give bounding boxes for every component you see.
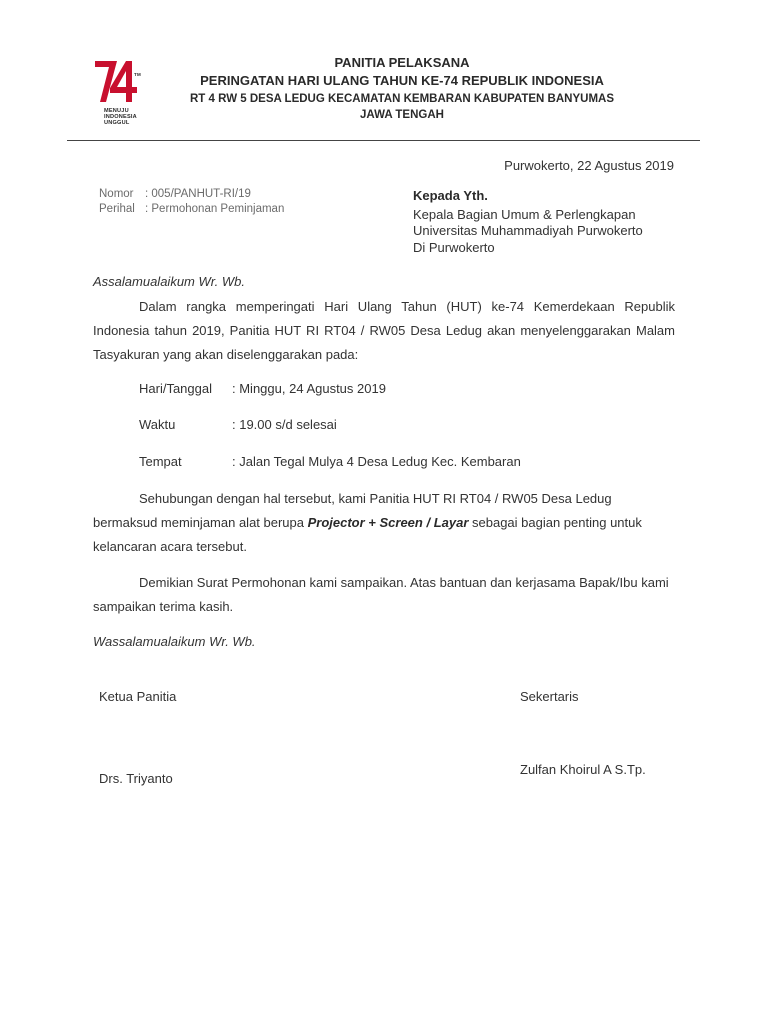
detail-value: : Jalan Tegal Mulya 4 Desa Ledug Kec. Kembaran [232, 454, 521, 469]
paragraph-closing [93, 571, 675, 619]
recipient-line-2: Universitas Muhammadiyah Purwokerto [413, 223, 643, 238]
recipient-line-3: Di Purwokerto [413, 240, 495, 255]
logo-tagline-3: UNGGUL [104, 120, 130, 126]
recipient-heading: Kepada Yth. [413, 188, 488, 203]
signature-right-title: Sekertaris [520, 689, 579, 704]
detail-label: Tempat [139, 454, 182, 469]
signature-left-name: Drs. Triyanto [99, 771, 173, 786]
signature-right-name: Zulfan Khoirul A S.Tp. [520, 762, 646, 777]
signature-left-title: Ketua Panitia [99, 689, 177, 704]
paragraph-request-tail: sebagai bagian penting untuk kelancaran acara tersebut. [93, 515, 642, 554]
detail-value: : Minggu, 24 Agustus 2019 [232, 381, 386, 396]
recipient-line-1: Kepala Bagian Umum & Perlengkapan [413, 207, 636, 222]
header-province: JAWA TENGAH [360, 109, 444, 121]
paragraph-request [93, 487, 675, 559]
header-event: PERINGATAN HARI ULANG TAHUN KE-74 REPUBLIK INDONESIA [200, 73, 604, 88]
detail-row [139, 454, 521, 469]
header-divider [67, 140, 700, 141]
logo-tagline-2: INDONESIA [104, 114, 137, 120]
closing-salutation: Wassalamualaikum Wr. Wb. [93, 634, 256, 649]
nomor-label: Nomor [99, 188, 134, 200]
header-location: RT 4 RW 5 DESA LEDUG KECAMATAN KEMBARAN KABUPATEN BANYUMAS [189, 93, 614, 105]
paragraph-request-text: Sehubungan dengan hal tersebut, kami Panitia HUT RI RT04 / RW05 Desa Ledug bermaksud meminjaman alat berupa [93, 491, 612, 530]
letter-date: Purwokerto, 22 Agustus 2019 [504, 158, 674, 173]
detail-label: Hari/Tanggal [139, 381, 212, 396]
hut-74-logo-icon [92, 58, 150, 104]
logo-tagline-1: MENUJU [104, 108, 129, 114]
logo-tm: TM [134, 72, 141, 77]
nomor-value: : 005/PANHUT-RI/19 [145, 188, 251, 200]
requested-equipment: Projector + Screen / Layar [307, 515, 469, 530]
header-committee: PANITIA PELAKSANA [334, 55, 470, 70]
perihal-label: Perihal [99, 203, 135, 215]
detail-row [139, 417, 337, 432]
paragraph-closing-text: Demikian Surat Permohonan kami sampaikan. Atas bantuan dan kerjasama Bapak/Ibu kami sampaikan terima kasih. [93, 575, 669, 614]
letter-subject [99, 203, 284, 215]
detail-label: Waktu [139, 417, 176, 432]
hut-ri-74-logo [92, 58, 150, 128]
detail-row [139, 381, 386, 396]
greeting: Assalamualaikum Wr. Wb. [93, 274, 245, 289]
perihal-value: : Permohonan Peminjaman [145, 203, 285, 215]
letter-number [99, 188, 251, 200]
paragraph-intro [93, 295, 675, 367]
detail-value: : 19.00 s/d selesai [232, 417, 337, 432]
paragraph-intro-text: Dalam rangka memperingati Hari Ulang Tahun (HUT) ke-74 Kemerdekaan Republik Indonesia tahun 2019, Panitia HUT RI RT04 / RW05 Desa Ledug akan menyelenggarakan Malam Tasyakuran yang akan diselenggarakan pada: [93, 299, 675, 362]
